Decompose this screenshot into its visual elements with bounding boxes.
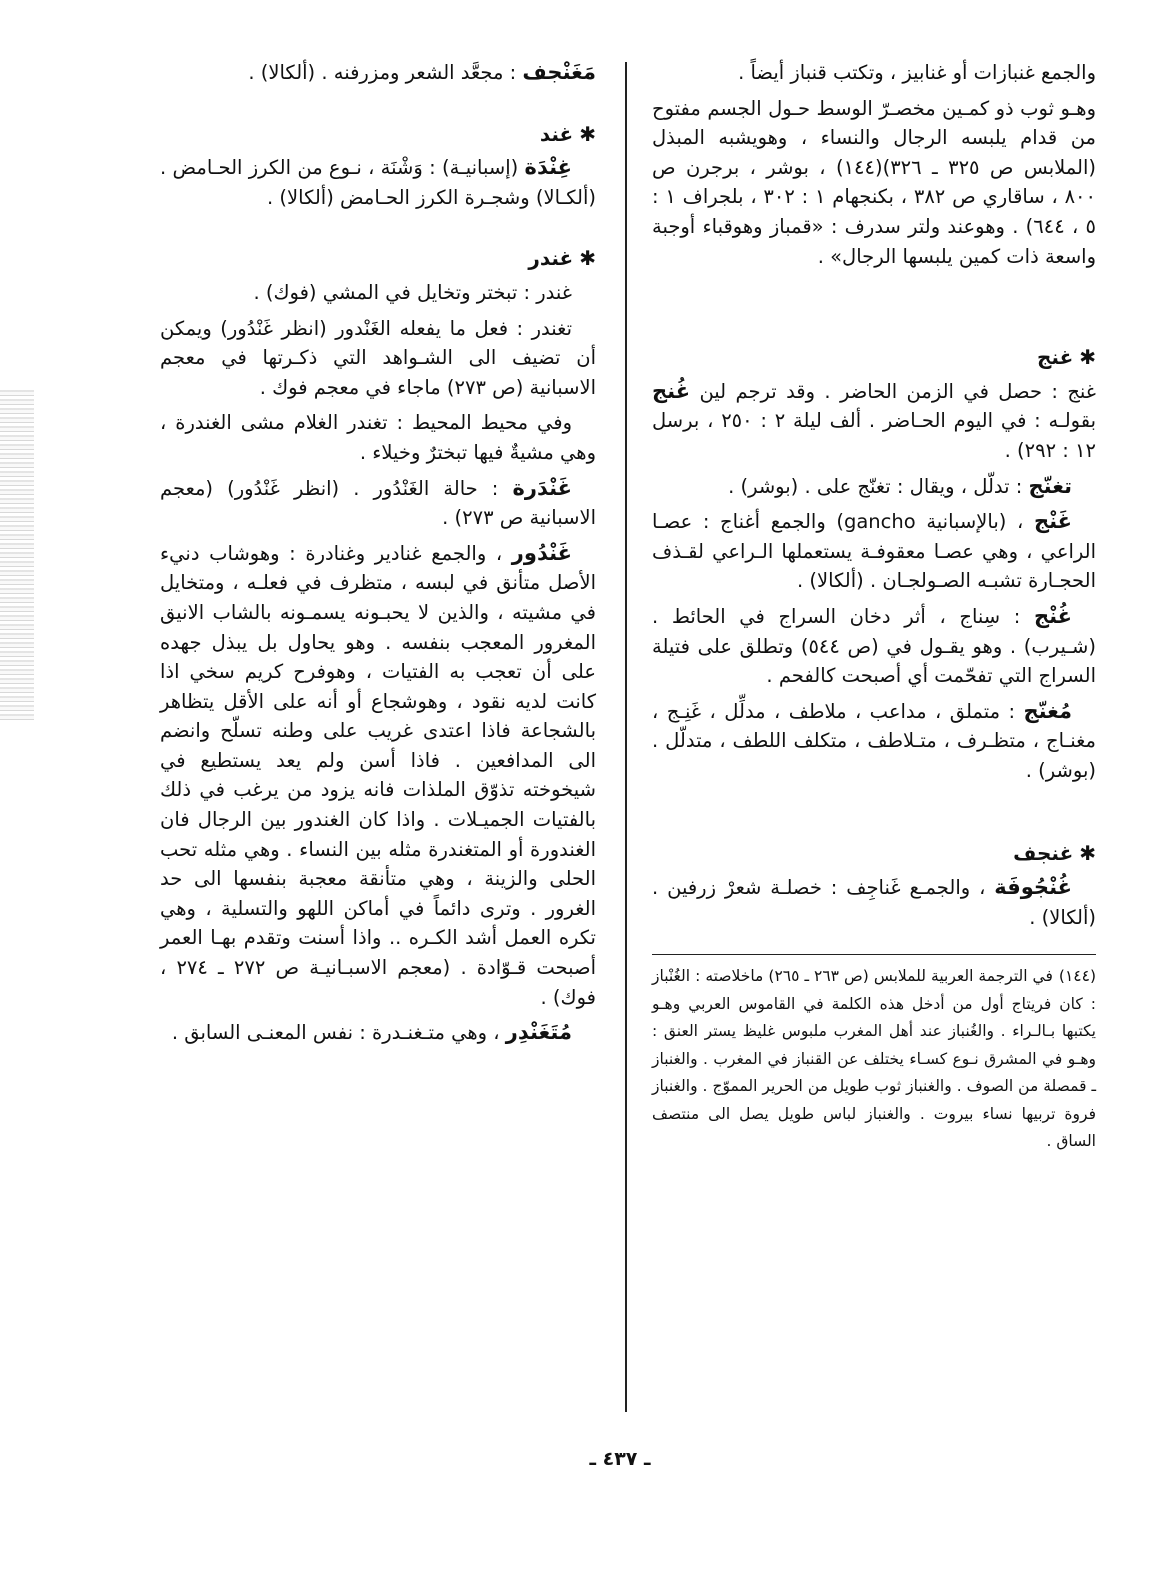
lemma: غَنْدَرة (512, 475, 572, 500)
asterisk-icon: ✱ (1079, 345, 1096, 370)
entry-ghandur: غَنْدُور ، والجمع غنادير وغنادرة : وهوشاب دنيء الأصل متأنق في لبسه ، متظرف في فعلـه ، ومتخايل في مشيته ، والذين لا يحبـونه يسمـونه بالشاب الانيق المغرور المعجب بنفسه . وهو يحاول بل يبذل جهده على أن تعجب به الفتيات ، وهوفرح كريم سخي اذا كانت لديه نقود ، وهوشجاع أو أنه على الأقل يتظاهر بالشجاعة فاذا اعتدى غريب على وطنه تسلّح وانضم الى المدافعين . فاذا أسن ولم يعد يستطيع في شيخوخته تذوّق الملذات فانه يزود من يرغب في ذلك بالفتيات الجميـلات . واذا كان الغندور بين الرجال فان الغندورة أو المتغندرة مثله بين النساء . وهي مثله تحب الحلى والزينة ، وهي متأنقة معجبة بنفسها الى حد الغرور . وترى دائماً في أماكن اللهو والتسلية ، وهي تكره العمل أشد الكـره .. واذا أسنت وتقدم بهـا العمر أصبحت قـوّادة . (معجم الاسبـانيـة ص ٢٧٢ ـ ٢٧٤ ، فوك) . (160, 540, 596, 1009)
intro-description: وهـو ثوب ذو كمـين مخصـرّ الوسط حـول الجسم مفتوح من قدام يلبسه الرجال والنساء ، وهويشبه المبذل (الملابس ص ٣٢٥ ـ ٣٢٦)(١٤٤) ، بوشر ، برجرن ص ٨٠٠ ، ساقاري ص ٣٨٢ ، بكنجهام ١ : ٣٠٢ ، بلجراف ١ : ٥ ، ٦٤٤) . وهوعند ولتر سدرف : «قمباز وهوقباء أوجبة واسعة ذات كمين يلبسها الرجال» . (652, 96, 1096, 268)
right-column (652, 58, 1096, 1156)
asterisk-icon: ✱ (579, 246, 596, 271)
section-heading-ghanad: ✱غند (539, 121, 596, 146)
lemma: غُنْجُوفَة (994, 875, 1072, 900)
lemma: غِنْدَة (524, 155, 572, 180)
lemma: غُنج (652, 378, 691, 403)
footnote-144: (١٤٤)في الترجمة العربية للملابس (ص ٢٦٣ ـ ٢٦٥) ماخلاصته : الغُنْباز : كان فريتاج أول من أدخل هذه الكلمة في القاموس العربي وهـو يكتبها بـالـراء . والغُنباز عند أهل المغرب ملبوس غليظ يستر العنق : وهـو في المشرق نـوع كسـاء يختلف عن القنباز في المغرب . والغنباز ـ قمصلة من الصوف . والغنباز ثوب طويل من الحرير المموّج . والغنباز فروة تربيها نساء بيروت . والغنباز لباس طويل يصل الى منتصف الساق . (652, 967, 1096, 1151)
section-heading-ghanjaf: ✱غنجف (1013, 841, 1096, 866)
intro-plural-line: والجمع غنبازات أو غنابيز ، وتكتب قنباز أيضاً . (738, 61, 1096, 84)
lemma: غَنْدُور (511, 540, 572, 565)
entry-taghannaj: تغنّج : تدلّل ، ويقال : تغنّج على . (بوشر) . (728, 473, 1072, 498)
entry-muhit-quote: وفي محيط المحيط : تغندر الغلام مشى الغندرة ، وهي مشيةٌ فيها تبخترٌ وخيلاء . (160, 411, 596, 464)
entry-mughannaj: مُغنّج : متملق ، مداعب ، ملاطف ، مدلِّل ، غَنِـج ، مغنـاج ، متظـرف ، متـلاطف ، متكلف اللطف ، متدلّل . (بوشر) . (652, 698, 1096, 782)
scan-edge-artifact (0, 390, 34, 720)
entry-ghandara: غَنْدَرة : حالة الغَنْدُور . (انظر غَنْدُور) (معجم الاسبانية ص ٢٧٣) . (160, 475, 596, 530)
lemma: مَغَنْجف (522, 60, 596, 84)
lemma: غُنْج (1033, 603, 1072, 628)
footnote-number: (١٤٤) (1058, 967, 1096, 986)
section-heading-ghanaj: ✱غنج (1036, 345, 1096, 370)
entry-taghandar: تغندر : فعل ما يفعله الغَنْدور (انظر غَنْدُور) ويمكن أن تضيف الى الشـواهد التي ذكـرتها في معجم الاسبانية (ص ٢٧٣) ماجاء في معجم فوك . (160, 316, 596, 399)
entry-ghandar-verb: غندر : تبختر وتخايل في المشي (فوك) . (253, 280, 572, 304)
entry-mughanjaf: مَغَنْجف : مجعَّد الشعر ومزرفنه . (ألكالا) . (248, 60, 596, 84)
page-number: ـ ٤٣٧ ـ (589, 1448, 651, 1470)
asterisk-icon: ✱ (579, 121, 596, 146)
lemma: تغنّج (1028, 473, 1072, 498)
lemma: مُتَغَنْدِر (505, 1020, 572, 1045)
entry-ghanaj-definition: غنج : حصل في الزمن الحاضر . وقد ترجم لين غُنج بقولـه : في اليوم الحـاضر . ألف ليلة ٢ : ٢٥٠ ، برسل ١٢ : ٢٩٢) . (652, 378, 1097, 462)
asterisk-icon: ✱ (1079, 841, 1096, 866)
entry-ghunjufa: غُنْجُوفَة ، والجمـع غَناجِف : خصلـة شعرْ زرفين . (ألكالا) . (652, 875, 1096, 929)
lemma: مُغنّج (1023, 698, 1072, 723)
entry-mutaghandir: مُتَغَنْدِر ، وهي متـغنـدرة : نفس المعنـى السابق . (171, 1020, 572, 1045)
entry-ghanj-staff: غَنْج ، (بالإسبانية gancho) والجمع أغناج : عصـا الراعي ، وهي عصـا معقوفـة يستعملها الـراعي لقـذف الحجـارة تشبـه الصـولجـان . (ألكالا) . (652, 509, 1096, 593)
entry-ghunj-soot: غُنْج : سِناج ، أثر دخان السراج في الحائط . (شـيرب) . وهو يقـول في (ص ٥٤٤) وتطلق على فتيلة السراج التي تفحّمت أي أصبحت كالفحم . (652, 603, 1096, 688)
column-divider (625, 62, 627, 1412)
footnote-rule (652, 954, 1096, 955)
left-column (160, 58, 596, 1054)
section-heading-ghandar: ✱غندر (528, 246, 596, 271)
entry-ghinda: غِنْدَة (إسبانيـة) : وَشْنَة ، نـوع من الكرز الحـامض . (ألكـالا) وشجـرة الكرز الحـامض (ألكالا) . (160, 155, 596, 209)
lemma: غَنْج (1033, 509, 1072, 534)
